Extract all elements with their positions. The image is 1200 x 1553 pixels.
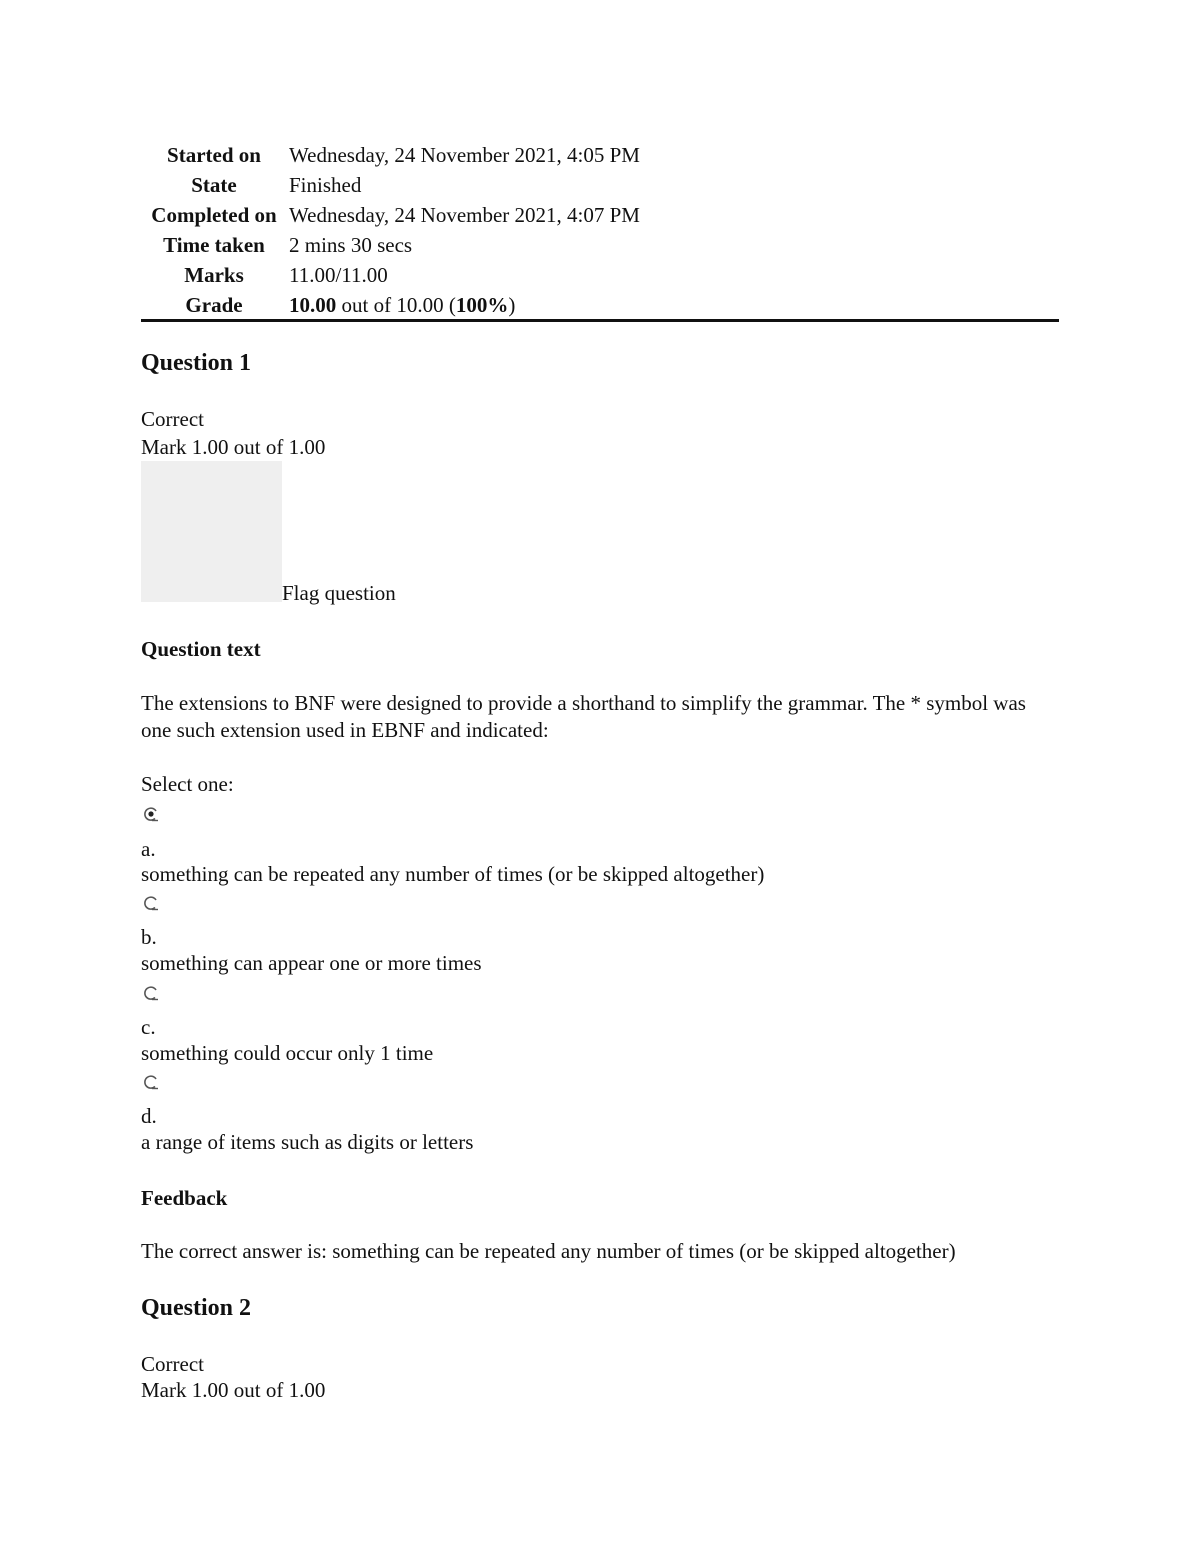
summary-label: Started on — [167, 143, 261, 167]
summary-value: Wednesday, 24 November 2021, 4:05 PM — [289, 143, 640, 167]
grade-score: 10.00 — [289, 293, 337, 317]
option-b-radio[interactable] — [143, 895, 159, 911]
grade-out-of: out of 10.00 ( — [336, 293, 456, 317]
summary-row-completed — [141, 203, 1059, 233]
option-c-text[interactable]: something could occur only 1 time — [141, 1041, 434, 1065]
question-2-title: Question 2 — [141, 1295, 252, 1321]
summary-label: Completed on — [151, 203, 277, 227]
summary-row-state — [141, 173, 1059, 203]
summary-row-started — [141, 143, 1059, 173]
option-d-radio[interactable] — [143, 1074, 159, 1090]
summary-divider — [141, 319, 1059, 322]
grade-percent: 100% — [455, 293, 509, 317]
option-b-letter: b. — [141, 925, 157, 949]
summary-label: Marks — [184, 263, 244, 287]
summary-row-time-taken — [141, 233, 1059, 263]
option-b-text[interactable]: something can appear one or more times — [141, 951, 482, 975]
question-text: The extensions to BNF were designed to provide a shorthand to simplify the grammar. The * symbol was one such extension used in EBNF and indicated: — [141, 691, 1026, 742]
quiz-review-page — [141, 0, 1059, 1553]
flag-question-link[interactable]: Flag question — [282, 581, 396, 605]
option-d-letter: d. — [141, 1104, 157, 1128]
option-d-text[interactable]: a range of items such as digits or letters — [141, 1130, 474, 1154]
option-a-text[interactable]: something can be repeated any number of times (or be skipped altogether) — [141, 862, 765, 886]
flag-icon[interactable] — [141, 461, 282, 602]
question-1-status: Correct — [141, 407, 204, 431]
select-one-prompt: Select one: — [141, 772, 234, 796]
summary-label: Grade — [185, 293, 243, 317]
question-1-title: Question 1 — [141, 350, 252, 376]
summary-label: Time taken — [163, 233, 265, 257]
summary-label: State — [191, 173, 237, 197]
option-c-letter: c. — [141, 1015, 156, 1039]
question-1-mark: Mark 1.00 out of 1.00 — [141, 435, 326, 459]
question-2-mark: Mark 1.00 out of 1.00 — [141, 1378, 326, 1402]
question-text-heading: Question text — [141, 637, 261, 661]
option-a-letter: a. — [141, 837, 156, 861]
feedback-heading: Feedback — [141, 1186, 228, 1210]
grade-value — [289, 293, 515, 318]
option-c-radio[interactable] — [143, 985, 159, 1001]
summary-value: 11.00/11.00 — [289, 263, 388, 287]
summary-row-marks — [141, 263, 1059, 293]
summary-value: 2 mins 30 secs — [289, 233, 413, 257]
summary-value: Finished — [289, 173, 362, 197]
summary-value: Wednesday, 24 November 2021, 4:07 PM — [289, 203, 640, 227]
option-a-radio[interactable] — [143, 806, 159, 822]
feedback-text: The correct answer is: something can be repeated any number of times (or be skipped altogether) — [141, 1239, 956, 1263]
grade-close: ) — [508, 293, 516, 317]
question-2-status: Correct — [141, 1352, 204, 1376]
